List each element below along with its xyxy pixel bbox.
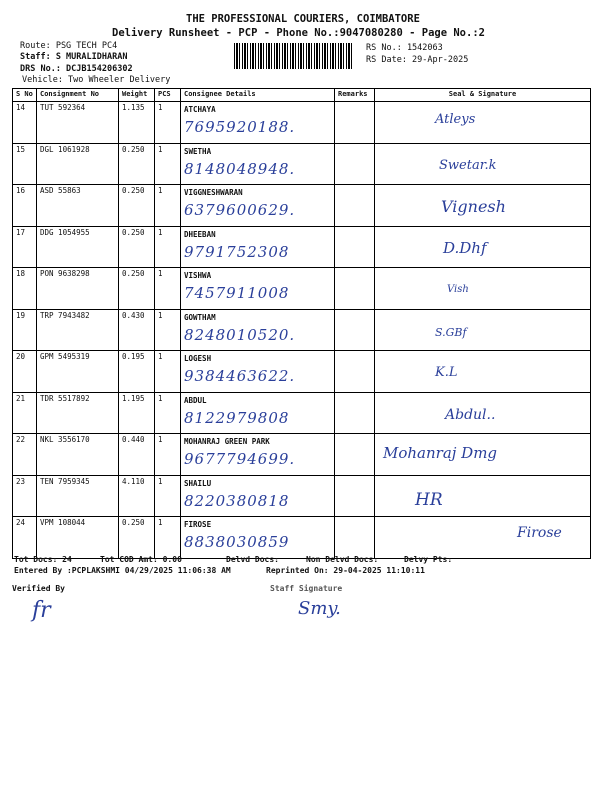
consignee-name: VISHWA (184, 271, 212, 280)
sno-cell: 16 (13, 185, 37, 227)
consignment-cell: TUT 592364 (37, 102, 119, 144)
consignee-cell (181, 351, 335, 393)
table-row (13, 392, 591, 434)
col-remarks: Remarks (335, 89, 375, 102)
remarks-cell (335, 434, 375, 476)
table-row (13, 351, 591, 393)
company-name: THE PROFESSIONAL COURIERS, COIMBATORE (186, 13, 420, 25)
remarks-cell (335, 226, 375, 268)
table-row (13, 434, 591, 476)
sno-cell: 15 (13, 143, 37, 185)
consignee-phone: 9384463622. (184, 367, 296, 385)
remarks-cell (335, 143, 375, 185)
sno-cell: 19 (13, 309, 37, 351)
sno-cell: 14 (13, 102, 37, 144)
handwritten-signature: K.L (435, 365, 458, 380)
handwritten-signature: S.GBf (435, 325, 467, 339)
handwritten-signature: HR (415, 489, 443, 510)
consignment-cell: VPM 108044 (37, 517, 119, 559)
handwritten-signature: Vignesh (441, 197, 506, 216)
pcs-cell: 1 (155, 392, 181, 434)
table-row (13, 309, 591, 351)
consignee-phone: 7457911008 (184, 284, 290, 302)
consignee-cell (181, 392, 335, 434)
weight-cell: 0.250 (119, 143, 155, 185)
table-row (13, 143, 591, 185)
weight-cell: 0.430 (119, 309, 155, 351)
drs-number: DRS No.: DCJB154206302 (20, 64, 133, 74)
remarks-cell (335, 102, 375, 144)
weight-cell: 1.135 (119, 102, 155, 144)
consignee-name: FIROSE (184, 520, 212, 529)
sno-cell: 20 (13, 351, 37, 393)
remarks-cell (335, 185, 375, 227)
consignment-cell: DGL 1061928 (37, 143, 119, 185)
consignment-cell: GPM 5495319 (37, 351, 119, 393)
sno-cell: 22 (13, 434, 37, 476)
remarks-cell (335, 392, 375, 434)
consignment-cell: TRP 7943482 (37, 309, 119, 351)
signature-cell (375, 102, 591, 144)
route-label: Route: PSG TECH PC4 (20, 41, 118, 51)
handwritten-signature: Abdul.. (445, 406, 496, 423)
signature-cell (375, 392, 591, 434)
pcs-cell: 1 (155, 185, 181, 227)
consignee-name: VIGGNESHWARAN (184, 188, 243, 197)
sno-cell: 18 (13, 268, 37, 310)
pcs-cell: 1 (155, 351, 181, 393)
pcs-cell: 1 (155, 143, 181, 185)
handwritten-signature: Mohanraj Dmg (383, 444, 498, 462)
handwritten-signature: D.Dhf (443, 238, 487, 257)
consignee-cell (181, 517, 335, 559)
rs-number: RS No.: 1542063 (366, 43, 443, 53)
table-row (13, 226, 591, 268)
consignee-cell (181, 143, 335, 185)
pcs-cell: 1 (155, 268, 181, 310)
consignee-cell (181, 309, 335, 351)
pcs-cell: 1 (155, 517, 181, 559)
remarks-cell (335, 517, 375, 559)
col-sno: S No (13, 89, 37, 102)
staff-signature-label: Staff Signature (270, 584, 343, 593)
barcode-image (234, 43, 354, 69)
vehicle-label: Vehicle: Two Wheeler Delivery (22, 75, 171, 85)
consignment-cell: ASD 55863 (37, 185, 119, 227)
consignee-phone: 8838030859 (184, 533, 290, 551)
signature-cell (375, 475, 591, 517)
weight-cell: 0.195 (119, 351, 155, 393)
weight-cell: 1.195 (119, 392, 155, 434)
consignee-name: ABDUL (184, 395, 207, 405)
pcs-cell: 1 (155, 475, 181, 517)
non-delivered-docs: Non Delvd Docs: (306, 555, 379, 564)
table-row (13, 102, 591, 144)
consignment-cell: TDR 5517892 (37, 392, 119, 434)
delivered-docs: Delvd Docs: (226, 555, 279, 564)
entered-by: Entered By :PCPLAKSHMI 04/29/2025 11:06:38 AM (14, 566, 231, 575)
consignee-cell (181, 185, 335, 227)
total-docs: Tot Docs: 24 (14, 555, 72, 564)
rs-date: RS Date: 29-Apr-2025 (366, 55, 469, 65)
weight-cell: 0.250 (119, 226, 155, 268)
remarks-cell (335, 475, 375, 517)
consignee-name: ATCHAYA (184, 105, 216, 114)
runsheet-table (12, 88, 591, 559)
handwritten-signature: Atleys (435, 112, 476, 127)
runsheet-title: Delivery Runsheet - PCP - Phone No.:9047080280 - Page No.:2 (112, 27, 485, 39)
staff-label: Staff: S MURALIDHARAN (20, 52, 128, 62)
consignee-name: SWETHA (184, 146, 212, 156)
consignment-cell: TEN 7959345 (37, 475, 119, 517)
signature-cell (375, 434, 591, 476)
consignee-name: GOWTHAM (184, 312, 216, 322)
verified-by-label: Verified By (12, 584, 65, 593)
table-row (13, 185, 591, 227)
col-signature: Seal & Signature (375, 89, 591, 102)
verified-by-signature: fr (32, 598, 51, 623)
consignee-cell (181, 226, 335, 268)
consignment-cell: DDG 1054955 (37, 226, 119, 268)
pcs-cell: 1 (155, 309, 181, 351)
col-consignment: Consignment No (37, 89, 119, 102)
consignee-cell (181, 475, 335, 517)
consignee-phone: 8148048948. (184, 159, 296, 178)
sno-cell: 21 (13, 392, 37, 434)
reprinted-on: Reprinted On: 29-04-2025 11:10:11 (266, 566, 425, 575)
staff-signature: Smy. (298, 598, 341, 619)
remarks-cell (335, 309, 375, 351)
weight-cell: 4.110 (119, 475, 155, 517)
remarks-cell (335, 268, 375, 310)
signature-cell (375, 517, 591, 559)
table-row (13, 517, 591, 559)
col-pcs: PCS (155, 89, 181, 102)
consignment-cell: NKL 3556170 (37, 434, 119, 476)
consignee-phone: 9791752308 (184, 242, 290, 261)
consignee-phone: 6379600629. (184, 201, 296, 219)
consignee-cell (181, 434, 335, 476)
signature-cell (375, 185, 591, 227)
consignee-phone: 8248010520. (184, 325, 296, 344)
consignee-cell (181, 268, 335, 310)
weight-cell: 0.250 (119, 268, 155, 310)
handwritten-signature: Swetar.k (439, 157, 497, 173)
pcs-cell: 1 (155, 434, 181, 476)
delivery-points: Delvy Pts: (404, 555, 453, 564)
handwritten-signature: Firose (517, 525, 562, 541)
table-row (13, 475, 591, 517)
total-cod-amount: Tot COD Amt: 0.00 (100, 555, 182, 564)
consignee-phone: 9677794699. (184, 450, 296, 468)
consignee-cell (181, 102, 335, 144)
weight-cell: 0.440 (119, 434, 155, 476)
pcs-cell: 1 (155, 226, 181, 268)
pcs-cell: 1 (155, 102, 181, 144)
table-row (13, 268, 591, 310)
signature-cell (375, 226, 591, 268)
weight-cell: 0.250 (119, 185, 155, 227)
consignee-name: DHEEBAN (184, 229, 216, 239)
consignee-phone: 8220380818 (184, 491, 290, 510)
consignee-name: LOGESH (184, 354, 212, 363)
handwritten-signature: Vish (447, 284, 469, 295)
col-weight: Weight (119, 89, 155, 102)
col-consignee: Consignee Details (181, 89, 335, 102)
signature-cell (375, 268, 591, 310)
consignee-name: SHAILU (184, 478, 212, 488)
consignee-phone: 8122979808 (184, 408, 290, 427)
signature-cell (375, 143, 591, 185)
consignee-phone: 7695920188. (184, 118, 296, 136)
table-header-row (13, 89, 591, 102)
weight-cell: 0.250 (119, 517, 155, 559)
signature-cell (375, 309, 591, 351)
consignee-name: MOHANRAJ GREEN PARK (184, 437, 270, 446)
sno-cell: 23 (13, 475, 37, 517)
sno-cell: 24 (13, 517, 37, 559)
remarks-cell (335, 351, 375, 393)
consignment-cell: PON 9638298 (37, 268, 119, 310)
signature-cell (375, 351, 591, 393)
sno-cell: 17 (13, 226, 37, 268)
